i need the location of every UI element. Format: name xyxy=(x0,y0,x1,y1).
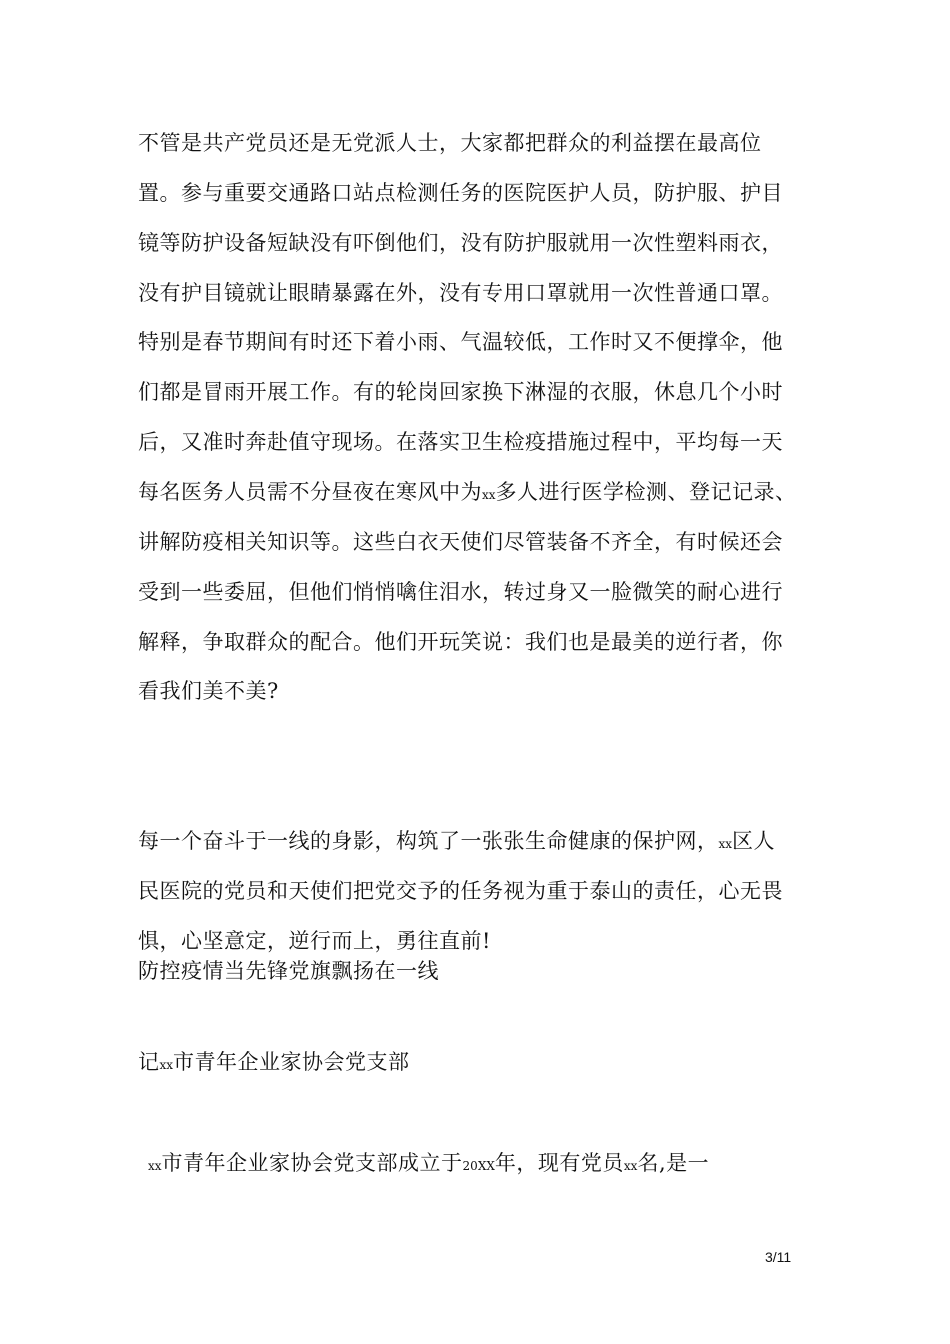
line-8-start: 每名医务人员需不分昼夜在寒风中为 xyxy=(138,480,482,504)
subheading-prefix: 记 xyxy=(138,1050,160,1074)
year-placeholder: 20XX xyxy=(462,1159,495,1173)
p3-part-2: 年，现有党员 xyxy=(494,1151,624,1175)
paragraph-1-line-8 xyxy=(138,477,797,510)
page-number: 3/11 xyxy=(765,1249,792,1265)
section-heading: 防控疫情当先锋党旗飘扬在一线 xyxy=(138,959,439,983)
p3-part-1: 市青年企业家协会党支部成立于 xyxy=(161,1151,463,1175)
subheading-rest: 市青年企业家协会党支部 xyxy=(173,1050,410,1074)
paragraph-2-line-3: 惧，心坚意定，逆行而上，勇往直前! xyxy=(138,929,491,953)
line-8-end: 多人进行医学检测、登记记录、 xyxy=(495,480,797,504)
p2-line1-start: 每一个奋斗于一线的身影，构筑了一张张生命健康的保护网， xyxy=(138,829,719,853)
paragraph-1-line-6: 们都是冒雨开展工作。有的轮岗回家换下淋湿的衣服，休息几个小时 xyxy=(138,380,783,404)
placeholder-xx: xx xyxy=(623,1159,638,1173)
placeholder-xx: xx xyxy=(482,488,496,502)
paragraph-1-line-9: 讲解防疫相关知识等。这些白衣天使们尽管装备不齐全，有时候还会 xyxy=(138,530,783,554)
paragraph-1-line-12: 看我们美不美? xyxy=(138,679,279,703)
paragraph-1-line-3: 镜等防护设备短缺没有吓倒他们，没有防护服就用一次性塑料雨衣， xyxy=(138,231,783,255)
paragraph-1-line-5: 特别是春节期间有时还下着小雨、气温较低，工作时又不便撑伞，他 xyxy=(138,330,783,354)
placeholder-xx: xx xyxy=(159,1058,174,1072)
p2-line1-end: 区人 xyxy=(732,829,776,853)
section-subheading xyxy=(138,1047,410,1080)
paragraph-1-line-10: 受到一些委屈，但他们悄悄噙住泪水，转过身又一脸微笑的耐心进行 xyxy=(138,580,783,604)
paragraph-1-line-11: 解释，争取群众的配合。他们开玩笑说：我们也是最美的逆行者，你 xyxy=(138,630,783,654)
paragraph-1-line-7: 后，又准时奔赴值守现场。在落实卫生检疫措施过程中，平均每一天 xyxy=(138,430,783,454)
paragraph-1-line-1: 不管是共产党员还是无党派人士，大家都把群众的利益摆在最高位 xyxy=(138,131,762,155)
placeholder-xx: xx xyxy=(148,1159,162,1173)
paragraph-1-line-4: 没有护目镜就让眼睛暴露在外，没有专用口罩就用一次性普通口罩。 xyxy=(138,281,783,305)
paragraph-2-line-1 xyxy=(138,826,775,859)
paragraph-3-line-1 xyxy=(148,1148,709,1181)
p3-part-3: 名,是一 xyxy=(637,1151,710,1175)
paragraph-2-line-2: 民医院的党员和天使们把党交予的任务视为重于泰山的责任，心无畏 xyxy=(138,879,783,903)
placeholder-xx: xx xyxy=(718,837,733,851)
paragraph-1-line-2: 置。参与重要交通路口站点检测任务的医院医护人员，防护服、护目 xyxy=(138,181,783,205)
